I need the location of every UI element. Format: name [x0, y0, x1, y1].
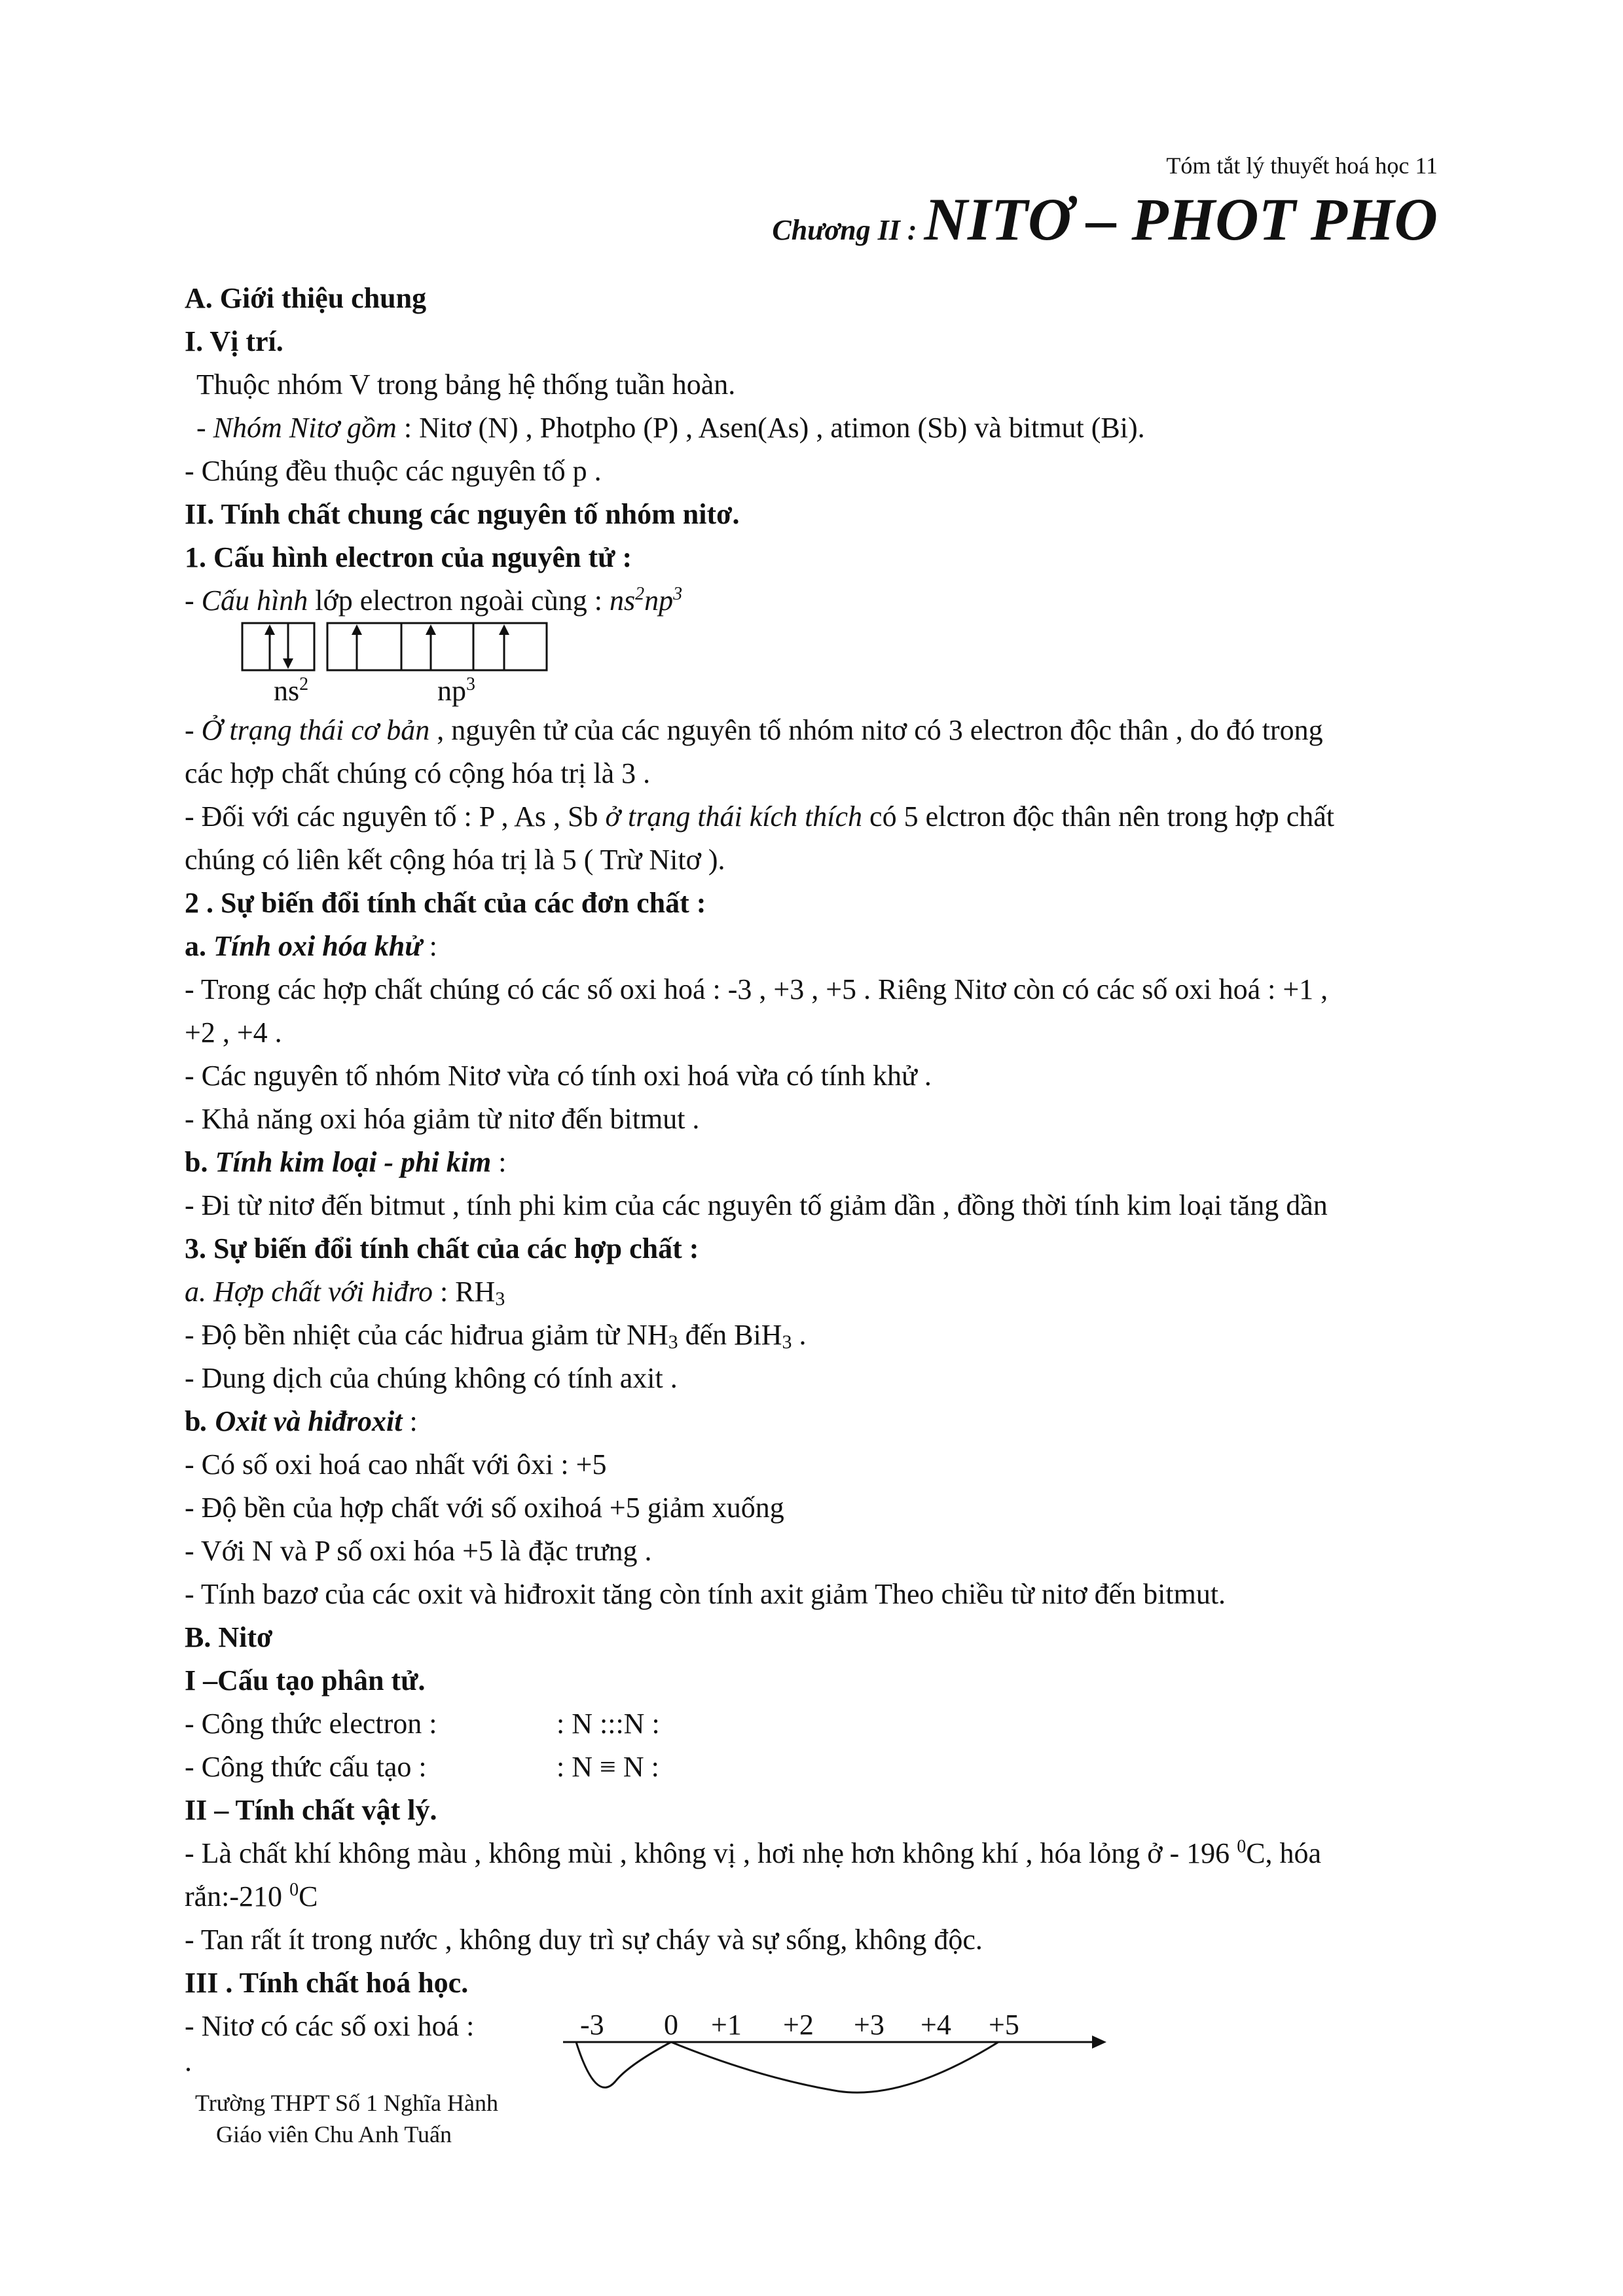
text: .: [792, 1319, 807, 1351]
np-orbital-box: [327, 623, 547, 670]
dot: .: [185, 2045, 192, 2077]
section-b1-heading: I –Cấu tạo phân tử.: [185, 1664, 426, 1696]
text: - Độ bền nhiệt của các hiđrua giảm từ NH: [185, 1319, 668, 1351]
sub: 3: [782, 1331, 792, 1353]
text: C: [299, 1880, 318, 1912]
oxidation-number-line: [563, 2029, 1120, 2114]
sup: 2: [635, 584, 645, 604]
oxidation-state-label: 0: [664, 2009, 678, 2041]
text: đến BiH: [678, 1319, 782, 1351]
chapter-title: NITƠ – PHOT PHO: [924, 186, 1438, 253]
paragraph: +2 , +4 .: [185, 1016, 282, 1049]
text: rắn:-210: [185, 1880, 290, 1912]
formula: RH: [455, 1276, 496, 1308]
paragraph: [185, 1318, 806, 1352]
electron-formula: : N :::N :: [556, 1708, 660, 1740]
arrow-up-icon: [352, 624, 362, 635]
paragraph: [185, 1837, 1321, 1871]
arrow-up-icon: [499, 624, 509, 635]
section-a-heading: A. Giới thiệu chung: [185, 282, 427, 314]
section-a2-3-heading: 3. Sự biến đổi tính chất của các hợp chất :: [185, 1232, 699, 1265]
arrow-up-icon: [264, 624, 275, 635]
subsection-heading: [185, 1405, 418, 1439]
label: b.: [185, 1146, 215, 1178]
arrow-right-icon: [1092, 2036, 1106, 2049]
oxidation-state-label: +2: [783, 2009, 814, 2041]
paragraph: - Ở trạng thái cơ bản , nguyên tử của các nguyên tố nhóm nitơ có 3 electron độc thân , do đó trong: [185, 714, 1323, 746]
paragraph: - Độ bền của hợp chất với số oxihoá +5 giảm xuống: [185, 1492, 784, 1524]
paragraph: - Chúng đều thuộc các nguyên tố p .: [185, 455, 602, 487]
sup: 3: [466, 674, 475, 694]
chapter-heading: [772, 185, 1438, 254]
orbital-label-np: [437, 674, 475, 708]
italic-term: Tính kim loại - phi kim: [215, 1146, 492, 1178]
oxidation-state-label: +5: [989, 2009, 1019, 2041]
paragraph: - Trong các hợp chất chúng có các số oxi hoá : -3 , +3 , +5 . Riêng Nitơ còn có các số oxi hoá : +1 ,: [185, 973, 1328, 1005]
oxidation-state-label: +4: [921, 2009, 951, 2041]
label: b: [185, 1405, 201, 1437]
curve-0-to-plus5: [671, 2042, 998, 2092]
paragraph: [185, 800, 1334, 834]
sub: 3: [495, 1288, 505, 1310]
section-a1-heading: I. Vị trí.: [185, 325, 283, 357]
sub: 3: [668, 1331, 678, 1353]
ns-text: ns: [609, 584, 636, 617]
subsection-heading: [185, 1275, 505, 1309]
sup: 0: [1237, 1837, 1247, 1857]
paragraph: - Công thức cấu tạo :: [185, 1751, 427, 1783]
sup: 3: [673, 584, 683, 604]
footer-school: Trường THPT Số 1 Nghĩa Hành: [195, 2090, 498, 2116]
np-label: np: [437, 675, 466, 707]
section-a2-heading: II. Tính chất chung các nguyên tố nhóm nitơ.: [185, 498, 740, 530]
chapter-prefix: Chương II :: [772, 214, 924, 246]
section-a2-2-heading: 2 . Sự biến đổi tính chất của các đơn chất :: [185, 887, 706, 919]
paragraph: - Tính bazơ của các oxit và hiđroxit tăng còn tính axit giảm Theo chiều từ nitơ đến bitmut.: [185, 1578, 1226, 1610]
ns-orbital-box: [242, 623, 314, 670]
text: , nguyên tử của các nguyên tố nhóm nitơ có 3 electron độc thân , do đó trong: [429, 714, 1323, 746]
arrow-down-icon: [283, 658, 293, 669]
italic-term: Cấu hình: [201, 584, 308, 617]
italic-term: ở trạng thái kích thích: [605, 800, 863, 833]
oxidation-state-label: +3: [854, 2009, 884, 2041]
paragraph: - Có số oxi hoá cao nhất với ôxi : +5: [185, 1448, 607, 1480]
text: :: [402, 1405, 418, 1437]
italic-term: Nhóm Nitơ gồm: [213, 412, 397, 444]
text: lớp electron ngoài cùng :: [308, 584, 610, 617]
text: - Đối với các nguyên tố : P , As , Sb: [185, 800, 606, 833]
section-b2-heading: II – Tính chất vật lý.: [185, 1794, 437, 1826]
text: - Là chất khí không màu , không mùi , không vị , hơi nhẹ hơn không khí , hóa lỏng ở - 196: [185, 1837, 1237, 1869]
text: : Nitơ (N) , Photpho (P) , Asen(As) , atimon (Sb) và bitmut (Bi).: [396, 412, 1145, 444]
section-a2-1-heading: 1. Cấu hình electron của nguyên tử :: [185, 541, 632, 573]
arrow-up-icon: [426, 624, 436, 635]
section-b3-heading: III . Tính chất hoá học.: [185, 1967, 469, 1999]
oxidation-state-label: -3: [580, 2009, 604, 2041]
subsection-heading: [185, 929, 437, 963]
paragraph: - Cấu hình lớp electron ngoài cùng : $ns^2np^3$: [185, 584, 683, 617]
paragraph: - Nhóm Nitơ gồm : Nitơ (N) , Photpho (P) , Asen(As) , atimon (Sb) và bitmut (Bi).: [196, 412, 1145, 444]
ns-label: ns: [274, 675, 300, 707]
section-b-heading: B. Nitơ: [185, 1621, 273, 1653]
subsection-heading: [185, 1145, 506, 1179]
paragraph: - Đi từ nitơ đến bitmut , tính phi kim của các nguyên tố giảm dần , đồng thời tính kim loại tăng dần: [185, 1189, 1328, 1221]
text: :: [491, 1146, 507, 1178]
paragraph: - Với N và P số oxi hóa +5 là đặc trưng .: [185, 1535, 652, 1567]
text: C, hóa: [1246, 1837, 1322, 1869]
italic-term: a. Hợp chất với hiđro: [185, 1276, 433, 1308]
paragraph: [185, 1880, 318, 1914]
header-subtitle: Tóm tắt lý thuyết hoá học 11: [1166, 152, 1438, 179]
structural-formula: : N ≡ N :: [556, 1751, 659, 1783]
italic-term: Tính oxi hóa khử: [213, 930, 422, 962]
paragraph: - Khả năng oxi hóa giảm từ nitơ đến bitmut .: [185, 1103, 700, 1135]
paragraph: - Các nguyên tố nhóm Nitơ vừa có tính oxi hoá vừa có tính khử .: [185, 1060, 932, 1092]
italic-term: Ở trạng thái cơ bản: [201, 714, 430, 746]
orbital-diagram: [242, 622, 550, 681]
italic-term: . Oxit và hiđroxit: [200, 1405, 403, 1437]
sup: 2: [299, 674, 309, 694]
paragraph: Thuộc nhóm V trong bảng hệ thống tuần hoàn.: [196, 368, 736, 401]
curve-minus3-to-0: [576, 2042, 671, 2087]
text: :: [422, 930, 437, 962]
paragraph: - Nitơ có các số oxi hoá :: [185, 2010, 475, 2042]
orbital-label-ns: [274, 674, 308, 708]
label: a.: [185, 930, 213, 962]
paragraph: chúng có liên kết cộng hóa trị là 5 ( Trừ Nitơ ).: [185, 844, 725, 876]
text: có 5 elctron độc thân nên trong hợp chất: [862, 800, 1334, 833]
paragraph: - Tan rất ít trong nước , không duy trì sự cháy và sự sống, không độc.: [185, 1924, 983, 1956]
sup: 0: [289, 1880, 299, 1900]
paragraph: - Dung dịch của chúng không có tính axit .: [185, 1362, 678, 1394]
config-formula: [610, 584, 682, 617]
footer-teacher: Giáo viên Chu Anh Tuấn: [216, 2121, 452, 2147]
text: :: [432, 1276, 456, 1308]
np-text: np: [644, 584, 674, 617]
paragraph: các hợp chất chúng có cộng hóa trị là 3 .: [185, 757, 651, 789]
paragraph: - Công thức electron :: [185, 1708, 437, 1740]
oxidation-state-label: +1: [711, 2009, 742, 2041]
